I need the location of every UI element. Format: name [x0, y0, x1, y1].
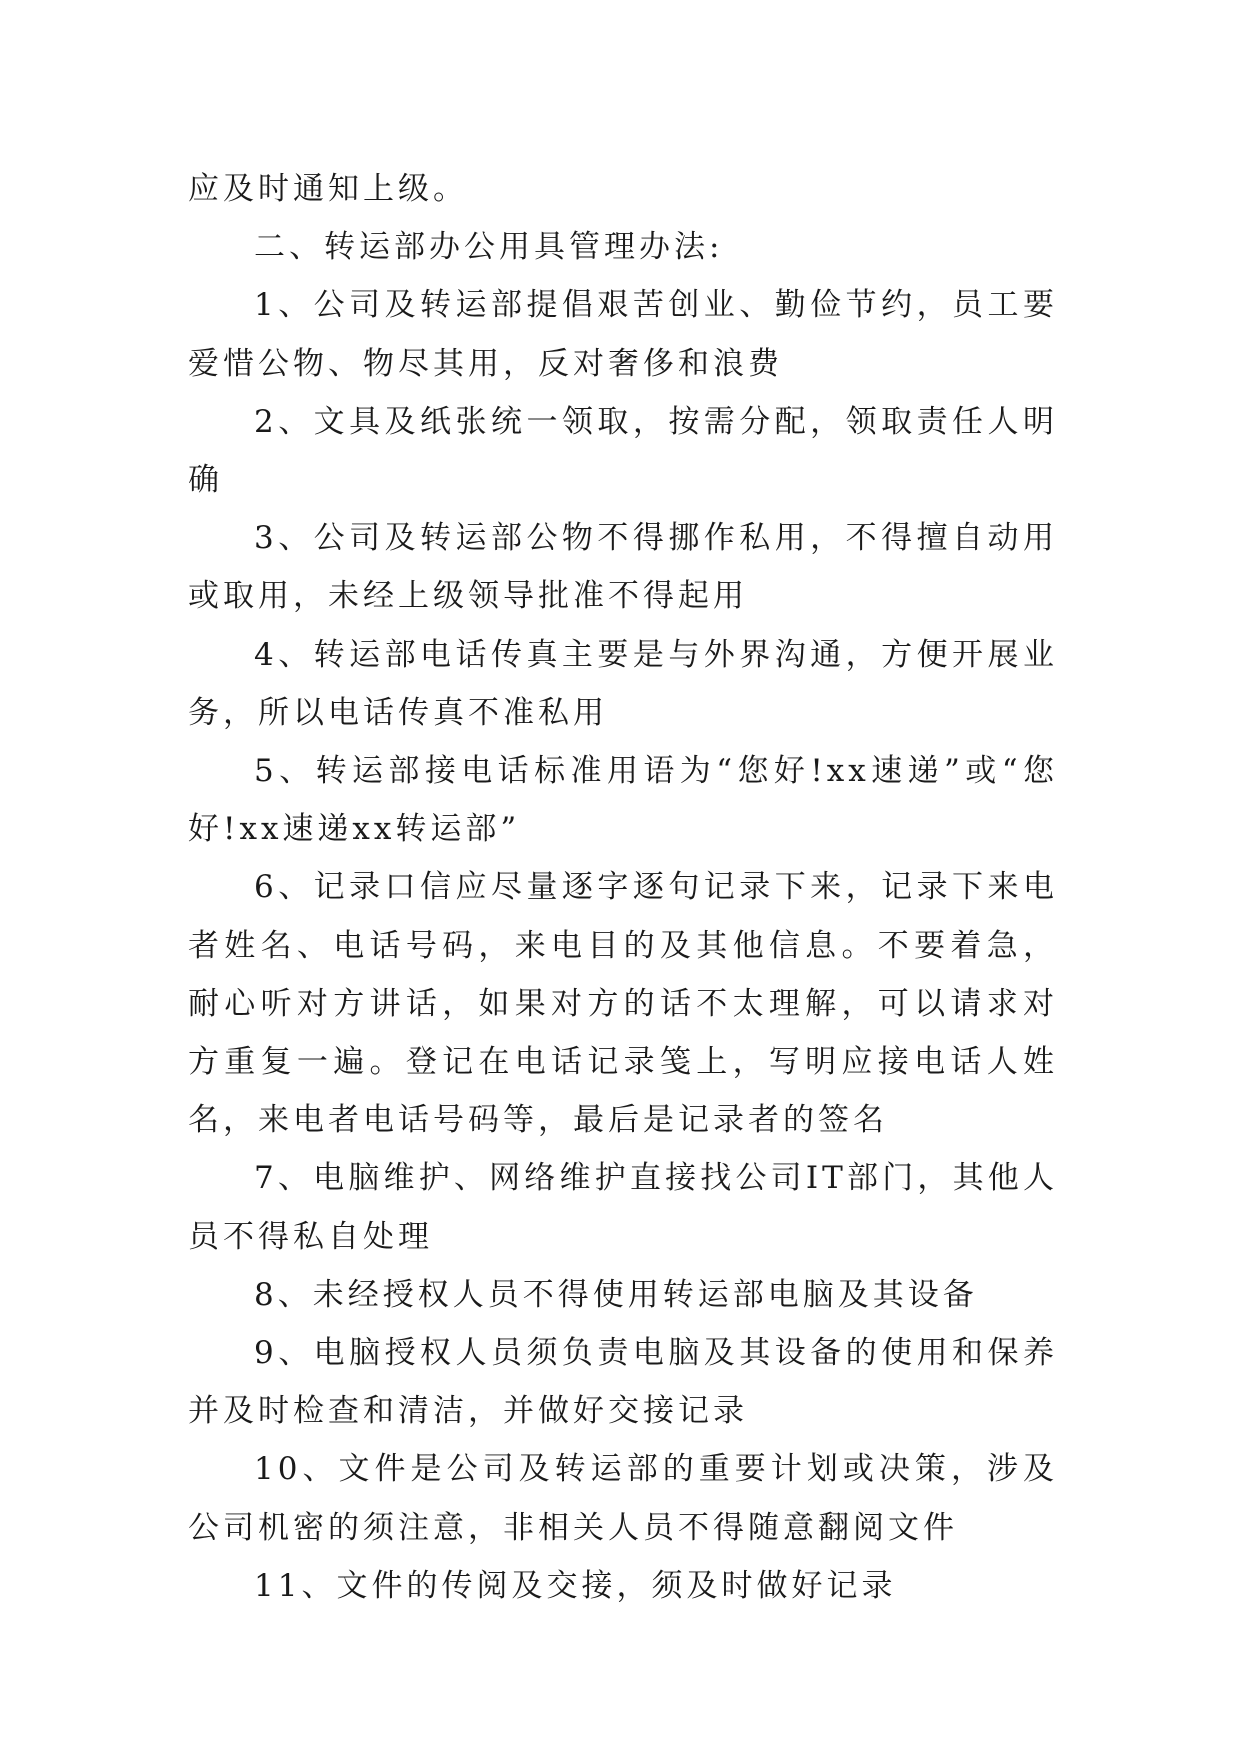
- rule-item-4: 4、转运部电话传真主要是与外界沟通，方便开展业务，所以电话传真不准私用: [188, 636, 1058, 731]
- rule-item-11: 11、文件的传阅及交接，须及时做好记录: [254, 1567, 897, 1604]
- paragraph-continuation: 应及时通知上级。: [188, 171, 468, 207]
- document-page: [188, 160, 1058, 1615]
- rule-item-10: 10、文件是公司及转运部的重要计划或决策，涉及公司机密的须注意，非相关人员不得随意翻阅文件: [188, 1451, 1058, 1546]
- rule-item-6: 6、记录口信应尽量逐字逐句记录下来，记录下来电者姓名、电话号码，来电目的及其他信息。不要着急，耐心听对方讲话，如果对方的话不太理解，可以请求对方重复一遍。登记在电话记录笺上，写明应接电话人姓名，来电者电话号码等，最后是记录者的签名: [188, 869, 1058, 1139]
- rule-item-8: 8、未经授权人员不得使用转运部电脑及其设备: [254, 1276, 978, 1313]
- rule-item-3: 3、公司及转运部公物不得挪作私用，不得擅自动用或取用，未经上级领导批准不得起用: [188, 520, 1058, 615]
- rule-item-5: 5、转运部接电话标准用语为“您好!xx速递”或“您好!xx速递xx转运部”: [188, 753, 1058, 848]
- rule-item-2: 2、文具及纸张统一领取，按需分配，领取责任人明确: [188, 403, 1058, 499]
- rule-item-9: 9、电脑授权人员须负责电脑及其设备的使用和保养并及时检查和清洁，并做好交接记录: [188, 1335, 1058, 1430]
- rule-item-7: 7、电脑维护、网络维护直接找公司IT部门，其他人员不得私自处理: [188, 1160, 1058, 1255]
- section-heading: 二、转运部办公用具管理办法:: [254, 229, 724, 266]
- rule-item-1: 1、公司及转运部提倡艰苦创业、勤俭节约，员工要爱惜公物、物尽其用，反对奢侈和浪费: [188, 287, 1058, 382]
